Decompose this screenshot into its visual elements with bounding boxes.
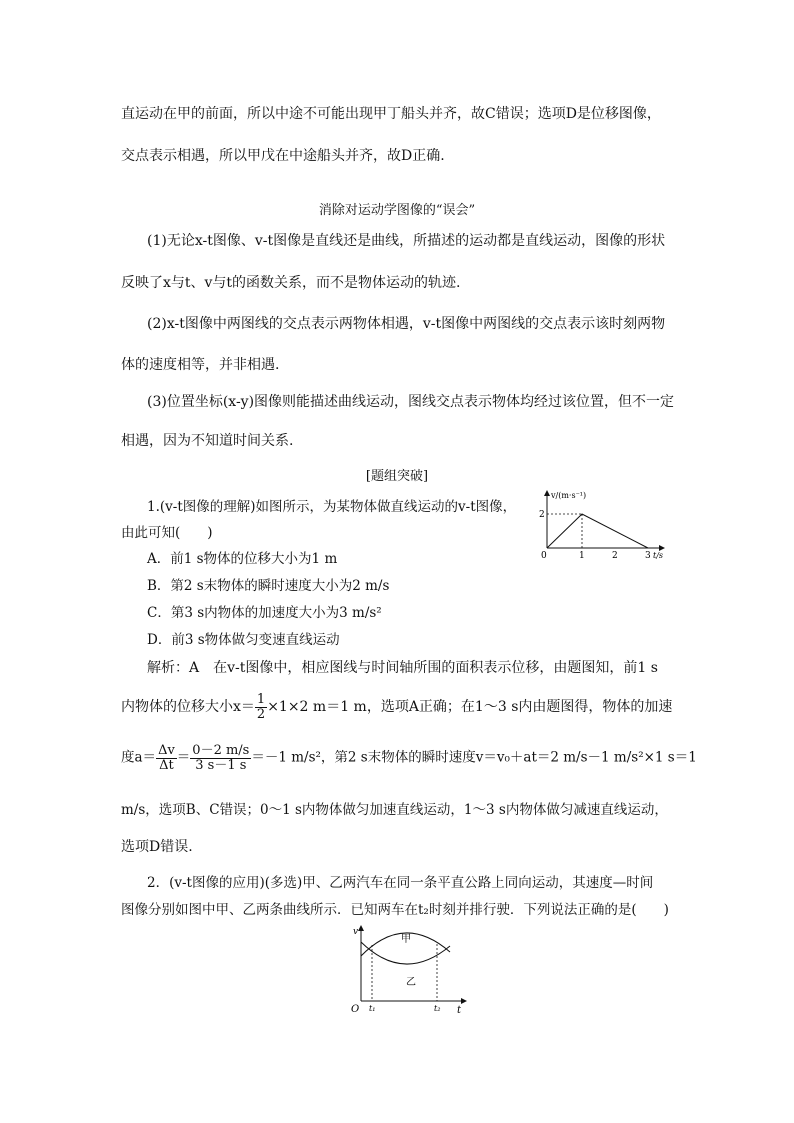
note-1-line-1: (1)无论x-t图像、v-t图像是直线还是曲线，所描述的运动都是直线运动，图像的形状 — [147, 233, 666, 249]
top-line-2: 交点表示相遇，所以甲戊在中途船头并齐，故D正确. — [121, 148, 445, 164]
q1-sol-l2a: 内物体的位移大小x＝ — [121, 699, 255, 716]
q1-solution-line-5: 选项D错误. — [121, 839, 193, 855]
note-3-line-1: (3)位置坐标(x-y)图像则能描述曲线运动，图线交点表示物体均经过该位置，但不一定 — [147, 394, 675, 410]
q2-label-jia: 甲 — [401, 934, 411, 945]
q1-sol-eq: ＝ — [176, 749, 191, 766]
note-1-line-2: 反映了x与t、v与t的函数关系，而不是物体运动的轨迹. — [121, 275, 461, 291]
q1-origin: 0 — [541, 551, 547, 561]
q1-sol-accel-den: 3 s－1 s — [195, 757, 247, 773]
q1-option-d: D．前3 s物体做匀变速直线运动 — [147, 632, 340, 648]
q1-sol-l3b: ＝－1 m/s²，第2 s末物体的瞬时速度v＝v₀＋at＝2 m/s－1 m/s²×1 s＝1 — [251, 749, 697, 766]
q1-sol-l2b: ×1×2 m＝1 m，选项A正确；在1～3 s内由题图得，物体的加速 — [267, 699, 673, 716]
q1-y-tick-2: 2 — [539, 510, 545, 520]
q1-sol-half-den: 2 — [256, 706, 266, 722]
q2-label-yi: 乙 — [406, 977, 416, 988]
group-heading: [题组突破] — [365, 469, 429, 484]
q1-stem-line-2: 由此可知( ) — [121, 525, 213, 541]
q1-y-label: v/(m·s⁻¹) — [551, 491, 587, 500]
q2-vt-graph — [348, 922, 474, 1014]
q1-stem-line-1: 1.(v-t图像的理解)如图所示，为某物体做直线运动的v-t图像， — [147, 499, 517, 515]
q2-t1-label: t₁ — [369, 1004, 376, 1013]
q1-sol-dv: Δv — [158, 743, 175, 758]
q1-solution-line-3 — [121, 744, 697, 772]
q1-solution-line-1: 解析：A 在v-t图像中，相应图线与时间轴所围的面积表示位移，由题图知，前1 s — [147, 660, 658, 676]
q1-vt-line — [547, 514, 648, 548]
note-2-line-1: (2)x-t图像中两图线的交点表示两物体相遇，v-t图像中两图线的交点表示该时刻两物 — [147, 316, 666, 332]
q1-option-c: C．第3 s内物体的加速度大小为3 m/s² — [147, 605, 382, 621]
q2-origin: O — [351, 1004, 360, 1014]
section-title: 消除对运动学图像的“误会” — [318, 203, 476, 218]
note-2-line-2: 体的速度相等，并非相遇. — [121, 357, 280, 373]
q1-x-tick-3: 3 — [645, 551, 651, 561]
q1-solution-line-2 — [121, 693, 672, 721]
q1-sol-dv-dt — [156, 744, 177, 772]
q1-option-a: A．前1 s物体的位移大小为1 m — [147, 551, 338, 567]
note-3-line-2: 相遇，因为不知道时间关系. — [121, 433, 294, 449]
q1-x-tick-2: 2 — [612, 551, 618, 561]
q1-sol-half-num: 1 — [256, 692, 266, 707]
q2-stem-line-2: 图像分别如图中甲、乙两条曲线所示．已知两车在t₂时刻并排行驶．下列说法正确的是( ) — [121, 902, 669, 918]
q1-sol-dt: Δt — [159, 757, 174, 773]
q1-vt-graph — [536, 487, 672, 567]
q1-solution-line-4: m/s，选项B、C错误；0～1 s内物体做匀加速直线运动，1～3 s内物体做匀减速直线运动， — [121, 802, 668, 818]
q2-x-label: t — [457, 1005, 462, 1014]
q2-y-label: v — [353, 927, 359, 937]
q1-sol-accel-num: 0－2 m/s — [192, 743, 250, 758]
q1-option-b: B．第2 s末物体的瞬时速度大小为2 m/s — [147, 578, 390, 594]
q1-sol-l3a: 度a＝ — [121, 749, 157, 766]
top-line-1: 直运动在甲的前面，所以中途不可能出现甲丁船头并齐，故C错误；选项D是位移图像， — [121, 106, 661, 122]
q1-sol-accel-fraction — [190, 744, 251, 772]
q1-x-tick-1: 1 — [579, 551, 585, 561]
q1-x-label: t/s — [653, 551, 664, 560]
q2-stem-line-1: 2．(v-t图像的应用)(多选)甲、乙两汽车在同一条平直公路上同向运动，其速度—时间 — [147, 875, 654, 891]
q1-sol-half-fraction — [255, 693, 267, 721]
q2-t2-label: t₂ — [434, 1004, 441, 1013]
